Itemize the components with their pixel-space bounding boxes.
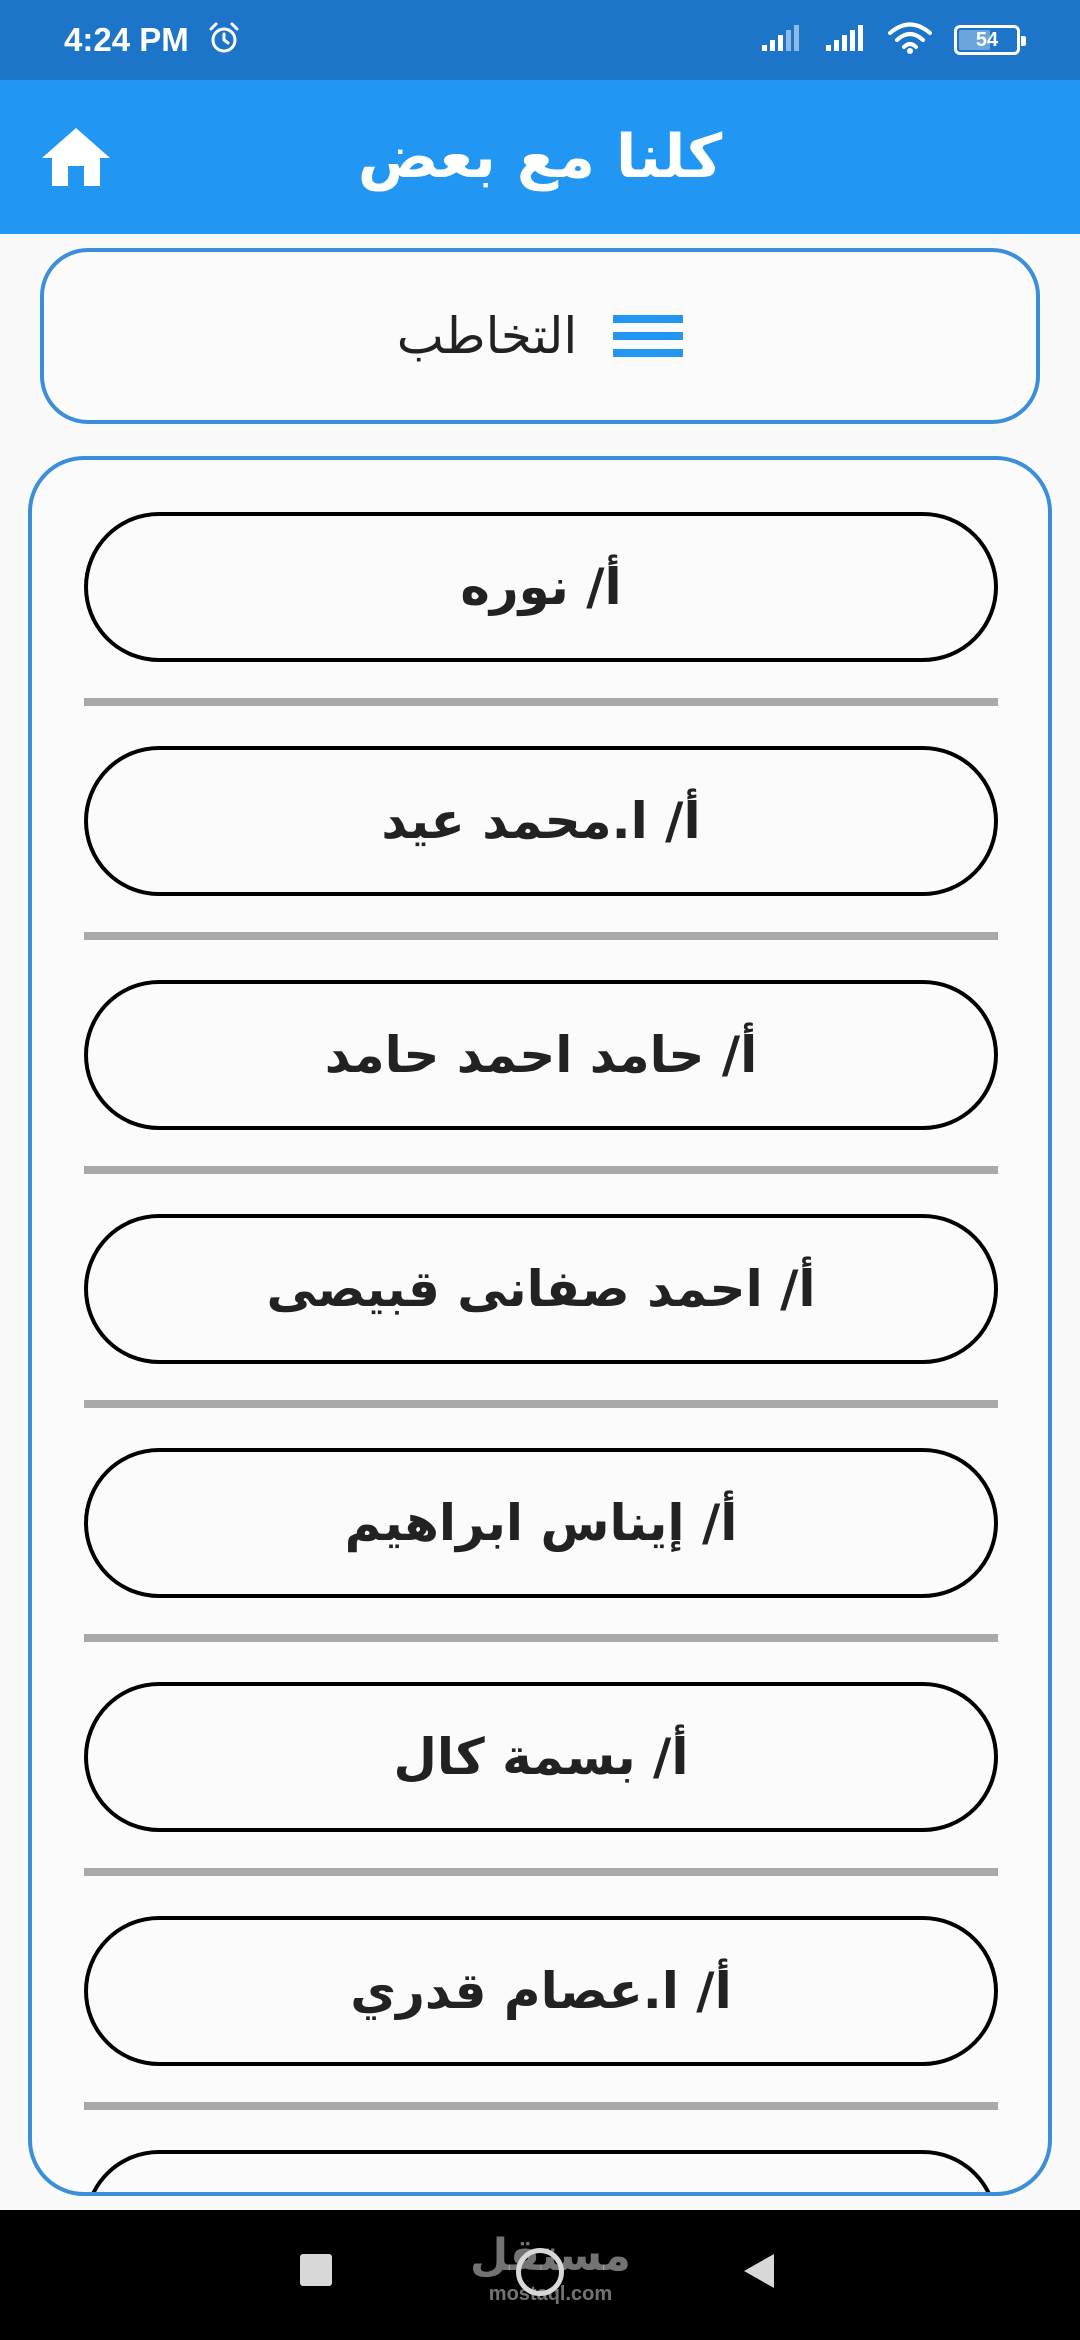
battery-icon [954, 25, 1020, 55]
list-item-label: أ/ احمد صفانى قبيصى [266, 1260, 816, 1318]
list-item-label: أ/ حامد احمد حامد [324, 1026, 758, 1084]
divider [84, 1634, 998, 1642]
menu-icon[interactable] [613, 315, 683, 357]
nav-home-button[interactable] [516, 2248, 564, 2296]
back-button[interactable] [742, 2252, 776, 2294]
status-left [64, 21, 241, 59]
list-item-wrap [84, 1682, 998, 1916]
signal-icon-secondary [824, 23, 866, 57]
battery-level: 54 [975, 28, 999, 51]
recents-button[interactable] [300, 2254, 332, 2286]
divider [84, 1868, 998, 1876]
home-button[interactable] [38, 124, 114, 194]
divider [84, 1400, 998, 1408]
list-item-label: أ/ ا.عصام قدري [350, 1962, 732, 2020]
list-item-wrap [84, 1916, 998, 2150]
divider [84, 698, 998, 706]
signal-icon [760, 23, 802, 57]
status-time: 4:24 PM [64, 21, 189, 58]
list-item-label: أ/ ا.محمد عيد [381, 792, 701, 850]
list-item[interactable] [84, 512, 998, 662]
list-item-wrap [84, 746, 998, 980]
list-item-wrap [84, 2150, 998, 2196]
list-item[interactable] [84, 1214, 998, 1364]
specialists-list[interactable] [28, 456, 1052, 2196]
divider [84, 2102, 998, 2110]
app-title: كلنا مع بعض [357, 122, 723, 192]
list-item-label: أ/ نوره [460, 558, 622, 616]
list-inner [84, 512, 998, 2196]
list-item-wrap [84, 1214, 998, 1448]
watermark-latin: mostaql.com [488, 2283, 613, 2305]
list-item[interactable] [84, 980, 998, 1130]
list-item-label: أ/ بسمة كال [393, 1728, 689, 1786]
wifi-icon [888, 22, 932, 58]
list-item-label: أ/ إيناس ابراهيم [344, 1494, 738, 1552]
list-item[interactable] [84, 746, 998, 896]
system-nav-bar [0, 2210, 1080, 2340]
list-item-wrap [84, 1448, 998, 1682]
status-bar [0, 0, 1080, 80]
back-triangle-icon [742, 2252, 776, 2290]
category-title: التخاطب [396, 307, 578, 365]
status-right [760, 22, 1020, 58]
list-item[interactable] [84, 1448, 998, 1598]
watermark-arabic: مستقل [470, 2230, 631, 2281]
alarm-icon [207, 21, 241, 59]
list-item-wrap [84, 512, 998, 746]
list-item[interactable] [84, 2150, 998, 2196]
divider [84, 1166, 998, 1174]
divider [84, 932, 998, 940]
home-icon [38, 124, 114, 194]
category-header [40, 248, 1040, 424]
list-item[interactable] [84, 1682, 998, 1832]
list-item-wrap [84, 980, 998, 1214]
list-item[interactable] [84, 1916, 998, 2066]
app-bar [0, 80, 1080, 234]
